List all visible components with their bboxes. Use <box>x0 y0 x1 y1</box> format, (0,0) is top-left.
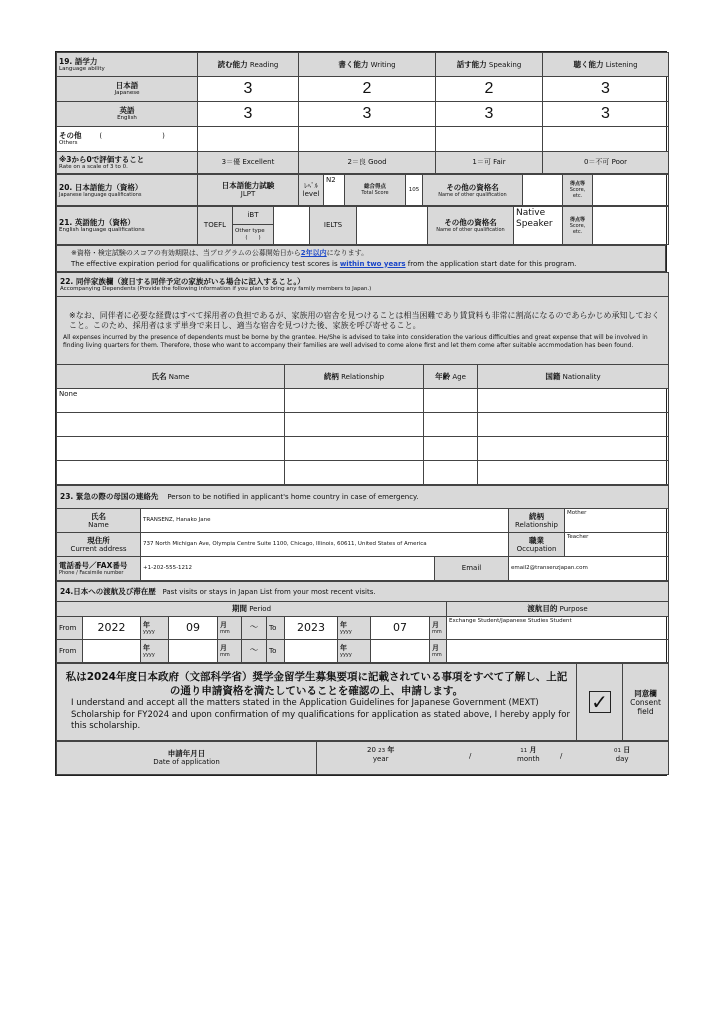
japanese-writing-value[interactable]: 2 <box>299 77 436 102</box>
total-score-value[interactable]: 105 <box>406 175 423 206</box>
dependent-name[interactable] <box>57 413 285 437</box>
english-writing-value[interactable]: 3 <box>299 102 436 127</box>
header-reading: 読む能力 Reading <box>198 53 299 77</box>
dependent-relationship[interactable] <box>285 437 424 461</box>
score-value[interactable] <box>593 175 669 206</box>
japanese-reading-value[interactable]: 3 <box>198 77 299 102</box>
validity-period-link-en: within two years <box>339 259 406 268</box>
contact-phone-label: 電話番号／FAX番号 Phone / Facsimile number <box>57 557 141 581</box>
application-date-value[interactable]: 20 23 年 year / 11 月 month / 01 日 day <box>317 742 669 775</box>
validity-note: ※資格・検定試験のスコアの有効期限は、当プログラムの公募開始日から2年以内になります。 The effective expiration period for qualifications or proficiency test scores is within two years from the application start date for this program. <box>56 245 666 272</box>
dependent-name[interactable]: None <box>57 389 285 413</box>
contact-name-label: 氏名 Name <box>57 509 141 533</box>
consent-checkbox[interactable]: ✓ <box>589 691 611 713</box>
score-label: 得点等 Score, etc. <box>563 207 593 245</box>
month-label: 月 mm <box>218 617 242 640</box>
application-form <box>55 51 667 776</box>
japanese-speaking-value[interactable]: 2 <box>436 77 543 102</box>
dependents-header-nationality: 国籍 Nationality <box>478 365 669 389</box>
row-label-english: 英語 English <box>57 102 198 127</box>
validity-period-link: 2年以内 <box>300 249 327 258</box>
dependents-header-relationship: 続柄 Relationship <box>285 365 424 389</box>
visit-row <box>57 640 669 663</box>
month-label: 月 mm <box>430 617 447 640</box>
dependent-age[interactable] <box>424 461 478 485</box>
scale-fair: 1＝可 Fair <box>436 152 543 174</box>
english-qualifications-table <box>56 206 669 245</box>
ielts-label: IELTS <box>310 207 357 245</box>
dependents-row <box>57 413 669 437</box>
header-speaking: 話す能力 Speaking <box>436 53 543 77</box>
dependents-row <box>57 461 669 485</box>
tilde-separator: ～ <box>242 617 267 640</box>
dependent-nationality[interactable] <box>478 413 669 437</box>
scale-good: 2＝良 Good <box>299 152 436 174</box>
dependent-name[interactable] <box>57 437 285 461</box>
year-label: 年 yyyy <box>141 617 169 640</box>
scale-note: ※3から0で評価すること Rate on a scale of 3 to 0. <box>57 152 198 174</box>
to-year-value[interactable] <box>285 640 338 663</box>
month-label: 月 mm <box>218 640 242 663</box>
emergency-section-title: 23. 緊急の際の母国の連絡先 Person to be notified in applicant's home country in case of emergency. <box>57 486 669 509</box>
language-ability-table <box>56 52 669 174</box>
accompanying-dependents-table <box>56 272 669 485</box>
others-speaking-value[interactable] <box>436 127 543 152</box>
year-label: 年 yyyy <box>338 617 371 640</box>
header-writing: 書く能力 Writing <box>299 53 436 77</box>
date-month-value[interactable]: 11 <box>520 748 528 754</box>
from-month-value[interactable] <box>169 640 218 663</box>
dependents-note: ※なお、同伴者に必要な経費はすべて採用者の負担であるが、家族用の宿舎を見つけることは相当困難であり賃貸料も非常に割高になるのであらかじめ承知しておくこと。このため、採用者はまず単身で来日し、適当な宿舎を見つけた後、家族を呼び寄せること。 All expenses incurred by the presence of dependents must be borne by the grantee. He/She is advised to take into consideration the various difficulties and great expense that will be involved in finding living quarters for them. Therefore, those who want to accompany their families are well advised to come alone first and let them come after suitable accmmodation has been found. <box>57 297 669 365</box>
contact-address-label: 現住所 Current address <box>57 533 141 557</box>
visit-purpose-value[interactable]: Exchange Student/Japanese Studies Student <box>447 617 669 640</box>
english-qualifications-title: 21. 英語能力（資格） English language qualifications <box>57 207 198 245</box>
other-qualification-label: その他の資格名 Name of other qualification <box>428 207 514 245</box>
visits-section-title: 24.日本への渡航及び滞在歴 Past visits or stays in Japan List from your most recent visits. <box>57 582 669 602</box>
contact-address-value[interactable]: 737 North Michigan Ave, Olympia Centre Suite 1100, Chicago, Illinois, 60611, United States of America <box>141 533 509 557</box>
others-reading-value[interactable] <box>198 127 299 152</box>
header-listening: 聴く能力 Listening <box>543 53 669 77</box>
japanese-listening-value[interactable]: 3 <box>543 77 669 102</box>
from-year-value[interactable] <box>83 640 141 663</box>
from-label: From <box>57 640 83 663</box>
period-header: 期間 Period <box>57 602 447 617</box>
application-date-label: 申請年月日 Date of application <box>57 742 317 775</box>
dependent-nationality[interactable] <box>478 437 669 461</box>
purpose-header: 渡航目的 Purpose <box>447 602 669 617</box>
to-label: To <box>267 640 285 663</box>
row-label-others: その他 ( ) Others <box>57 127 198 152</box>
dependent-relationship[interactable] <box>285 389 424 413</box>
contact-phone-value[interactable]: +1-202-555-1212 <box>141 557 435 581</box>
scale-excellent: 3＝優 Excellent <box>198 152 299 174</box>
to-label: To <box>267 617 285 640</box>
dependents-row <box>57 437 669 461</box>
language-ability-title: 19. 語学力 Language ability <box>57 53 198 77</box>
date-day-value[interactable]: 01 <box>614 748 621 754</box>
total-score-label: 総合得点 Total Score <box>345 175 406 206</box>
dependents-header-age: 年齢 Age <box>424 365 478 389</box>
dependent-age[interactable] <box>424 437 478 461</box>
other-qualification-value[interactable]: Native Speaker <box>514 207 563 245</box>
other-qualification-label: その他の資格名 Name of other qualification <box>423 175 523 206</box>
japanese-qualifications-title: 20. 日本語能力（資格） Japanese language qualifications <box>57 175 198 206</box>
others-listening-value[interactable] <box>543 127 669 152</box>
to-year-value[interactable]: 2023 <box>285 617 338 640</box>
year-label: 年 yyyy <box>141 640 169 663</box>
contact-name-value[interactable]: TRANSENZ, Hanako Jane <box>141 509 509 533</box>
row-label-japanese: 日本語 Japanese <box>57 77 198 102</box>
application-date-table <box>56 741 669 775</box>
to-month-value[interactable]: 07 <box>371 617 430 640</box>
english-listening-value[interactable]: 3 <box>543 102 669 127</box>
level-label: ﾚﾍﾞﾙ level <box>299 175 324 206</box>
contact-email-label: Email <box>435 557 509 581</box>
japanese-qualifications-table <box>56 174 669 206</box>
declaration-table <box>56 663 669 741</box>
year-label: 年 yyyy <box>338 640 371 663</box>
contact-relationship-label: 続柄 Relationship <box>509 509 565 533</box>
dependents-section-title: 22. 同伴家族欄（渡日する同伴予定の家族がいる場合に記入すること。） Accompanying Dependents (Provide the following information if you plan to bring any family members to Japan.) <box>57 273 669 297</box>
contact-occupation-label: 職業 Occupation <box>509 533 565 557</box>
emergency-contact-table <box>56 485 669 581</box>
other-type-label: Other type ( ) <box>233 225 274 245</box>
declaration-text: 私は2024年度日本政府（文部科学省）奨学金留学生募集要項に記載されている事項をすべて了解し、上記の通り申請資格を満たしていることを確認の上、申請します。 I understand and accept all the matters stated in the Application Guidelines for Japanese Government (MEXT) Scholarship for FY2024 and upon confirmation of my qualifications for application as stated above, I hereby apply for this scholarship. <box>57 664 577 741</box>
from-year-value[interactable]: 2022 <box>83 617 141 640</box>
jlpt-level-value[interactable]: N2 <box>324 175 345 206</box>
ielts-score-value[interactable] <box>357 207 428 245</box>
others-writing-value[interactable] <box>299 127 436 152</box>
contact-occupation-value[interactable]: Teacher <box>565 533 669 557</box>
contact-relationship-value[interactable]: Mother <box>565 509 669 533</box>
consent-field-label: 同意欄 Consent field <box>623 664 669 741</box>
tilde-separator: ～ <box>242 640 267 663</box>
toefl-label: TOEFL <box>198 207 233 245</box>
contact-email-value[interactable]: email2@transenzjapan.com <box>509 557 669 581</box>
other-qualification-value[interactable] <box>523 175 563 206</box>
dependent-relationship[interactable] <box>285 461 424 485</box>
from-label: From <box>57 617 83 640</box>
to-month-value[interactable] <box>371 640 430 663</box>
dependent-name[interactable] <box>57 461 285 485</box>
month-label: 月 mm <box>430 640 447 663</box>
visit-row <box>57 617 669 640</box>
dependent-age[interactable] <box>424 389 478 413</box>
dependent-relationship[interactable] <box>285 413 424 437</box>
ibt-label: iBT <box>233 207 274 225</box>
from-month-value[interactable]: 09 <box>169 617 218 640</box>
dependents-row <box>57 389 669 413</box>
date-year-value[interactable]: 23 <box>378 748 386 754</box>
dependents-header-name: 氏名 Name <box>57 365 285 389</box>
toefl-score-value[interactable] <box>274 207 310 245</box>
japan-visits-table <box>56 581 669 663</box>
scale-poor: 0＝不可 Poor <box>543 152 669 174</box>
dependent-nationality[interactable] <box>478 389 669 413</box>
visit-purpose-value[interactable] <box>447 640 669 663</box>
score-label: 得点等 Score, etc. <box>563 175 593 206</box>
english-speaking-value[interactable]: 3 <box>436 102 543 127</box>
dependent-age[interactable] <box>424 413 478 437</box>
english-reading-value[interactable]: 3 <box>198 102 299 127</box>
score-value[interactable] <box>593 207 669 245</box>
jlpt-label: 日本語能力試験 JLPT <box>198 175 299 206</box>
dependent-nationality[interactable] <box>478 461 669 485</box>
